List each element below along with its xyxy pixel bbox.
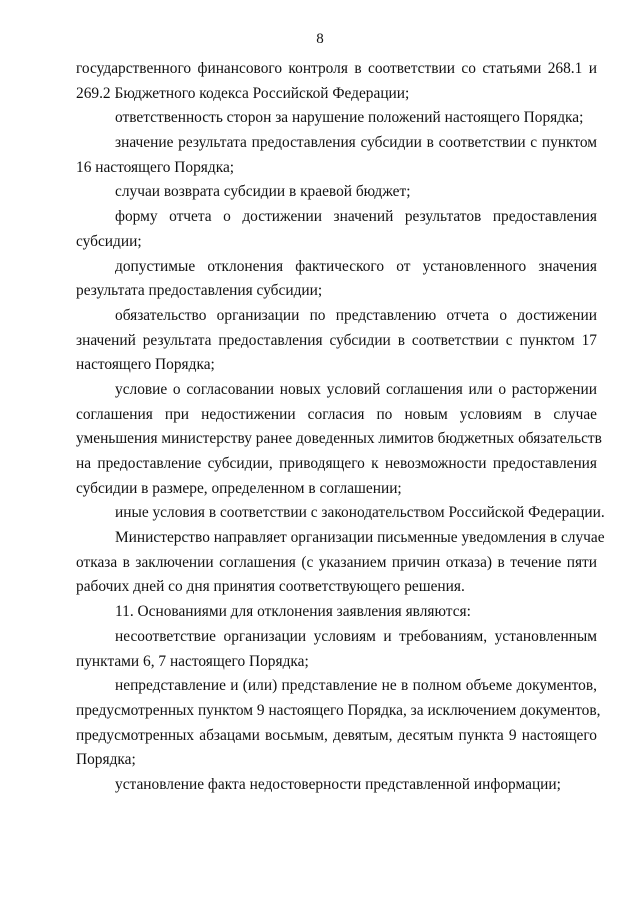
text-line: соглашения при недостижении согласия по новым условиям в случае — [76, 405, 597, 423]
text-line: условие о согласовании новых условий соглашения или о расторжении — [115, 380, 597, 398]
text-line: допустимые отклонения фактического от установленного значения — [115, 257, 597, 275]
text-line: отказа в заключении соглашения (с указанием причин отказа) в течение пяти — [76, 553, 597, 571]
text-line: на предоставление субсидии, приводящего к невозможности предоставления — [76, 455, 597, 472]
text-line: иные условия в соответствии с законодательством Российской Федерации. — [115, 504, 605, 522]
text-line: значений результата предоставления субсидии в соответствии с пунктом 17 — [76, 331, 597, 349]
text-line: 269.2 Бюджетного кодекса Российской Федерации; — [76, 84, 410, 102]
text-line: непредставление и (или) представление не в полном объеме документов, — [115, 677, 597, 695]
page-number: 8 — [316, 31, 324, 47]
text-line: результата предоставления субсидии; — [76, 282, 323, 300]
text-line: уменьшения министерству ранее доведенных лимитов бюджетных обязательств — [76, 430, 602, 448]
text-line: случаи возврата субсидии в краевой бюджет; — [115, 183, 411, 201]
text-line: пунктами 6, 7 настоящего Порядка; — [76, 652, 309, 670]
text-line: значение результата предоставления субсидии в соответствии с пунктом — [115, 134, 597, 152]
text-line: обязательство организации по представлению отчета о достижении — [115, 306, 597, 324]
text-line: ответственность сторон за нарушение положений настоящего Порядка; — [115, 109, 584, 127]
text-line: 16 настоящего Порядка; — [76, 158, 235, 176]
text-line: субсидии в размере, определенном в соглашении; — [76, 479, 402, 497]
text-line: установление факта недостоверности представленной информации; — [115, 775, 561, 793]
text-line: Порядка; — [76, 751, 136, 769]
text-line: предусмотренных абзацами восьмым, девятым, десятым пункта 9 настоящего — [76, 726, 597, 744]
text-line: субсидии; — [76, 232, 142, 250]
text-line: Министерство направляет организации письменные уведомления в случае — [115, 529, 605, 547]
text-line: настоящего Порядка; — [76, 356, 215, 374]
text-line: государственного финансового контроля в соответствии со статьями 268.1 и — [76, 60, 597, 77]
text-line: предусмотренных пунктом 9 настоящего Порядка, за исключением документов, — [76, 701, 601, 719]
text-line: форму отчета о достижении значений результатов предоставления — [115, 208, 597, 226]
text-line: 11. Основаниями для отклонения заявления являются: — [115, 603, 471, 621]
text-line: рабочих дней со дня принятия соответствующего решения. — [76, 578, 465, 596]
document-body — [76, 57, 605, 798]
text-line: несоответствие организации условиям и требованиям, установленным — [115, 627, 597, 645]
